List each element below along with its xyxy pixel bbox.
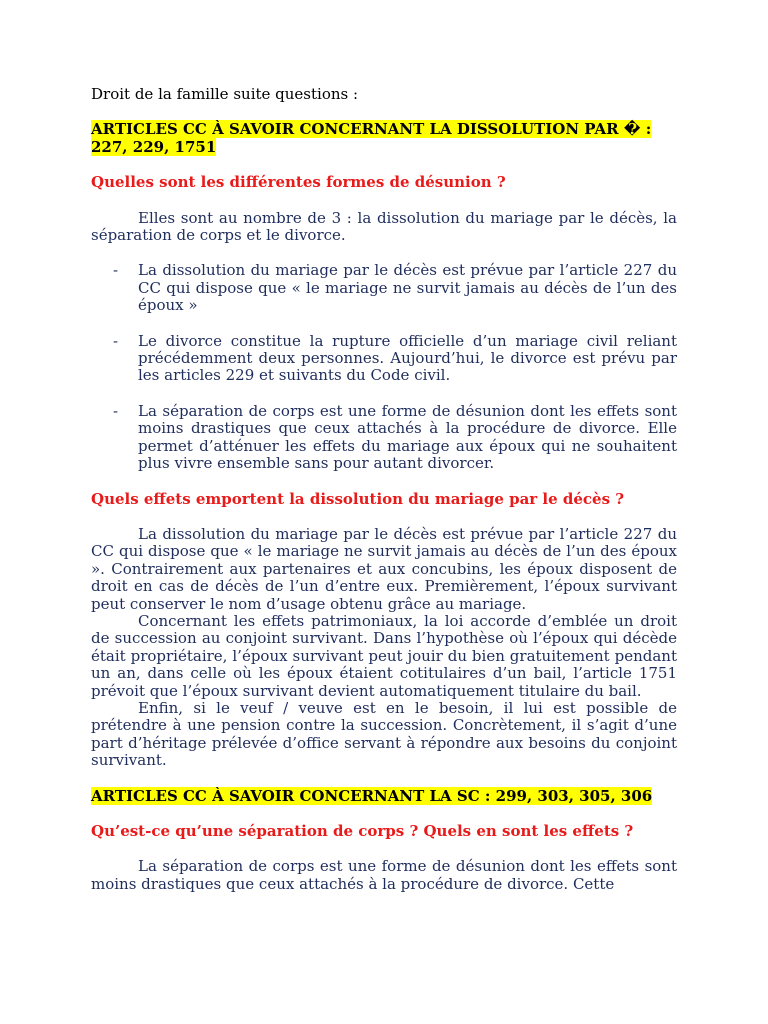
list-item [91, 262, 677, 314]
answer-paragraph: Enfin, si le veuf / veuve est en le besoin, il lui est possible de prétendre à une pension contre la succession. Concrètement, il s’agit d’une part d’héritage prélevée d’office servant à répondre aux besoins du conjoint survivant. [91, 698, 677, 770]
list-item [91, 333, 677, 385]
answer-paragraph: La séparation de corps est une forme de désunion dont les effets sont moins drastiques que ceux attachés à la procédure de divorce. Cette [91, 857, 677, 893]
dash-bullet: - [113, 401, 119, 420]
list-item-text: La dissolution du mariage par le décès est prévue par l’article 227 du CC qui dispose que « le mariage ne survit jamais au décès de l’un des époux » [138, 261, 677, 315]
forms-list [91, 262, 677, 472]
list-item-text: Le divorce constitue la rupture officielle d’un mariage civil reliant précédemment deux personnes. Aujourd’hui, le divorce est prévu par les articles 229 et suivants du Code civil. [138, 331, 677, 385]
dash-bullet: - [113, 261, 119, 280]
dash-bullet: - [113, 331, 119, 350]
section-heading-dissolution-text: ARTICLES CC À SAVOIR CONCERNANT LA DISSOLUTION PAR � : 227, 229, 1751 [91, 120, 652, 156]
section-heading-separation [91, 788, 677, 805]
intro-paragraph: Elles sont au nombre de 3 : la dissolution du mariage par le décès, la séparation de corps et le divorce. [91, 208, 677, 245]
list-item-text: La séparation de corps est une forme de désunion dont les effets sont moins drastiques que ceux attachés à la procédure de divorce. Elle permet d’atténuer les effets du mariage aux époux qui ne souhaitent plus vivre ensemble sans pour autant divorcer. [138, 401, 677, 473]
question-effects-of-death: Quels effets emportent la dissolution du mariage par le décès ? [91, 489, 625, 508]
section-heading-dissolution [91, 121, 677, 156]
list-item [91, 403, 677, 473]
section-heading-separation-text: ARTICLES CC À SAVOIR CONCERNANT LA SC : 299, 303, 305, 306 [91, 786, 653, 805]
answer-paragraph: Concernant les effets patrimoniaux, la loi accorde d’emblée un droit de succession au conjoint survivant. Dans l’hypothèse où l’époux qui décède était propriétaire, l’époux survivant peut jouir du bien gratuitement pendant un an, dans celle où les époux étaient cotitulaires d’un bail, l’article 1751 prévoit que l’époux survivant devient automatiquement titulaire du bail. [91, 611, 677, 700]
answer-paragraph: La dissolution du mariage par le décès est prévue par l’article 227 du CC qui dispose que « le mariage ne survit jamais au décès de l’un des époux ». Contrairement aux partenaires et aux concubins, les époux disposent de droit en cas de décès de l’un d’entre eux. Premièrement, l’époux survivant peut conserver le nom d’usage obtenu grâce au mariage. [91, 524, 677, 613]
document-title: Droit de la famille suite questions : [91, 85, 359, 103]
question-separation-of-bodies: Qu’est-ce qu’une séparation de corps ? Quels en sont les effets ? [91, 822, 634, 840]
document-page [91, 86, 677, 893]
question-forms-of-separation: Quelles sont les différentes formes de désunion ? [91, 173, 506, 192]
